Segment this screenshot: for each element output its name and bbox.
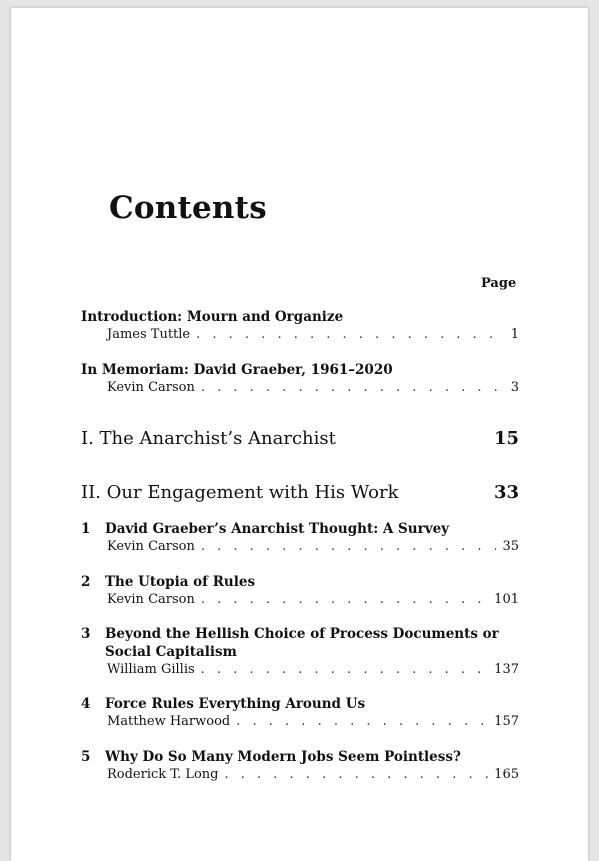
entry-author: Roderick T. Long	[107, 767, 219, 782]
part-title: I. The Anarchist’s Anarchist	[81, 428, 336, 449]
chapter-title-line	[81, 748, 519, 766]
document-page	[11, 8, 588, 861]
entry-page-number: 157	[494, 714, 519, 729]
toc-entry-introduction[interactable]	[81, 308, 519, 344]
author-line	[81, 538, 519, 556]
entry-author: Kevin Carson	[107, 380, 195, 395]
entry-page-number: 1	[510, 327, 519, 342]
author-line	[81, 661, 519, 679]
entry-page-number: 165	[494, 767, 519, 782]
entry-page-number: 3	[510, 380, 519, 395]
dot-leader	[201, 591, 488, 609]
toc-chapter-3[interactable]	[81, 625, 519, 679]
chapter-number: 4	[81, 696, 91, 712]
author-line	[81, 326, 519, 344]
chapter-title: The Utopia of Rules	[105, 574, 256, 590]
entry-title: In Memoriam: David Graeber, 1961–2020	[81, 362, 393, 378]
chapter-number: 5	[81, 749, 91, 765]
chapter-title-line	[81, 573, 519, 591]
page-column-label: Page	[481, 276, 517, 291]
author-line	[81, 766, 519, 784]
author-line	[81, 591, 519, 609]
chapter-title: David Graeber’s Anarchist Thought: A Survey	[105, 521, 450, 537]
chapter-title-line	[81, 695, 519, 713]
part-page-number: 15	[493, 428, 519, 449]
author-line	[81, 713, 519, 731]
dot-leader	[201, 661, 489, 679]
dot-leader	[196, 326, 505, 344]
chapter-title: Force Rules Everything Around Us	[105, 696, 366, 712]
toc-chapter-4[interactable]	[81, 695, 519, 731]
entry-author: Kevin Carson	[107, 539, 195, 554]
entry-author: William Gillis	[107, 662, 195, 677]
dot-leader	[236, 713, 488, 731]
entry-title: Introduction: Mourn and Organize	[81, 309, 344, 325]
toc-part-2[interactable]	[81, 482, 519, 503]
entry-author: Kevin Carson	[107, 592, 195, 607]
chapter-title-line	[81, 520, 519, 538]
toc-chapter-2[interactable]	[81, 573, 519, 609]
page-title: Contents	[109, 190, 267, 226]
entry-author: Matthew Harwood	[107, 714, 231, 729]
toc-part-1[interactable]	[81, 428, 519, 449]
toc-chapter-5[interactable]	[81, 748, 519, 784]
dot-leader	[201, 538, 497, 556]
entry-page-number: 137	[494, 662, 519, 677]
chapter-title: Why Do So Many Modern Jobs Seem Pointless?	[105, 749, 461, 765]
chapter-number: 1	[81, 521, 91, 537]
author-line	[81, 379, 519, 397]
toc-chapter-1[interactable]	[81, 520, 519, 556]
entry-page-number: 101	[494, 592, 519, 607]
chapter-number: 3	[81, 626, 91, 642]
part-page-number: 33	[493, 482, 519, 503]
part-title: II. Our Engagement with His Work	[81, 482, 399, 503]
chapter-number: 2	[81, 574, 91, 590]
dot-leader	[201, 379, 505, 397]
chapter-title: Beyond the Hellish Choice of Process Documents or Social Capitalism	[105, 626, 499, 660]
entry-page-number: 35	[502, 539, 519, 554]
dot-leader	[224, 766, 488, 784]
entry-author: James Tuttle	[107, 327, 191, 342]
chapter-title-line	[81, 625, 519, 661]
toc-entry-in-memoriam[interactable]	[81, 361, 519, 397]
